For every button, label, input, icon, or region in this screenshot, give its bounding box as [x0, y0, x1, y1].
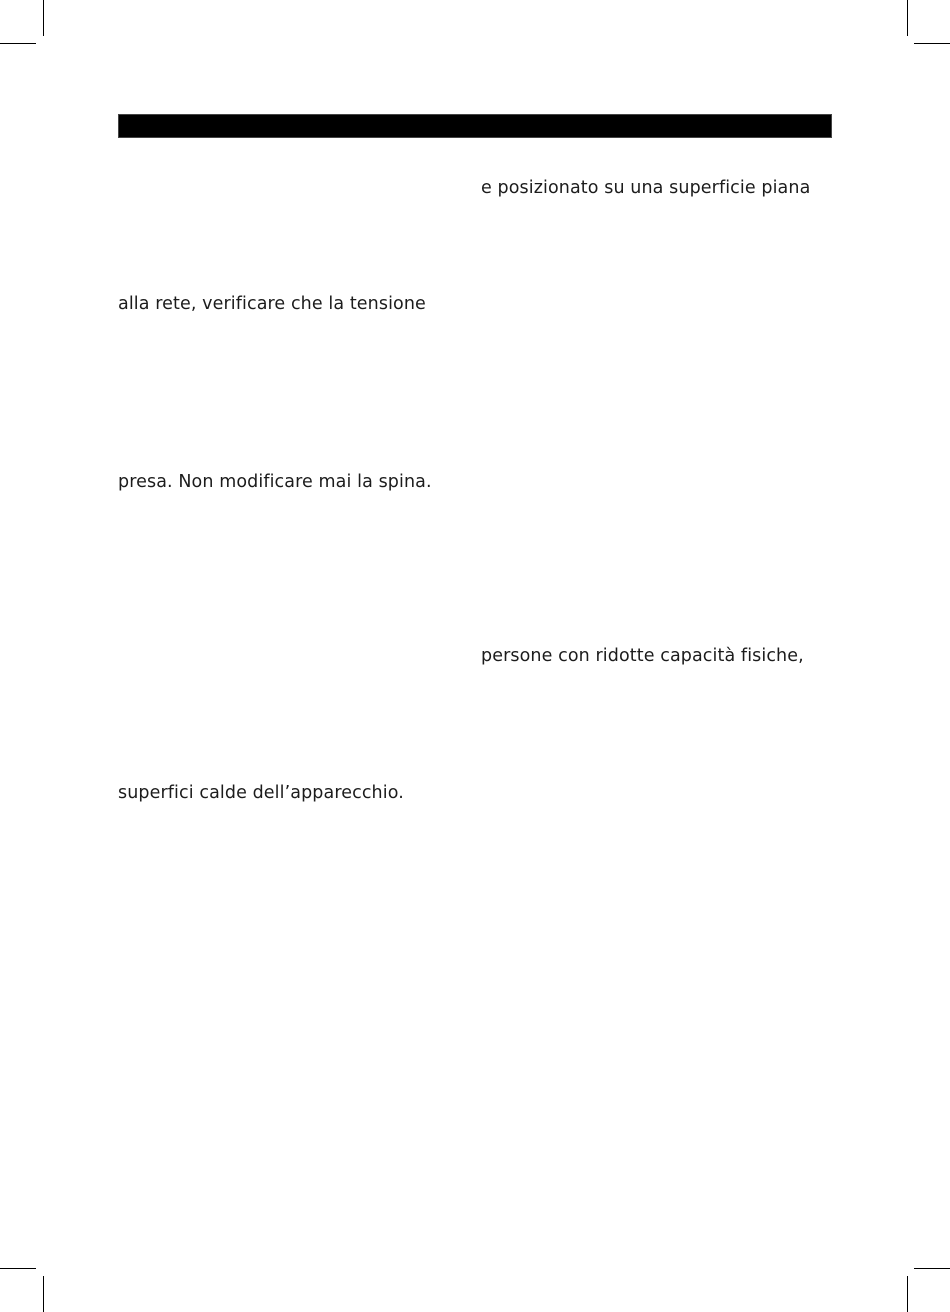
crop-mark-bottom-left-horizontal [0, 1268, 36, 1269]
text-line-left-2: presa. Non modificare mai la spina. [118, 472, 432, 492]
crop-mark-bottom-right-horizontal [914, 1268, 950, 1269]
text-line-left-3: superfici calde dell’apparecchio. [118, 783, 404, 803]
crop-mark-top-left-horizontal [0, 43, 36, 44]
text-line-left-1: alla rete, verificare che la tensione [118, 294, 426, 314]
text-line-right-2: persone con ridotte capacità fisiche, [481, 646, 804, 666]
crop-mark-top-left-vertical [43, 0, 44, 36]
text-line-right-1: e posizionato su una superficie piana [481, 178, 811, 198]
crop-mark-bottom-left-vertical [43, 1276, 44, 1312]
crop-mark-top-right-vertical [907, 0, 908, 36]
crop-mark-top-right-horizontal [914, 43, 950, 44]
crop-mark-bottom-right-vertical [907, 1276, 908, 1312]
section-header-bar [118, 114, 832, 138]
